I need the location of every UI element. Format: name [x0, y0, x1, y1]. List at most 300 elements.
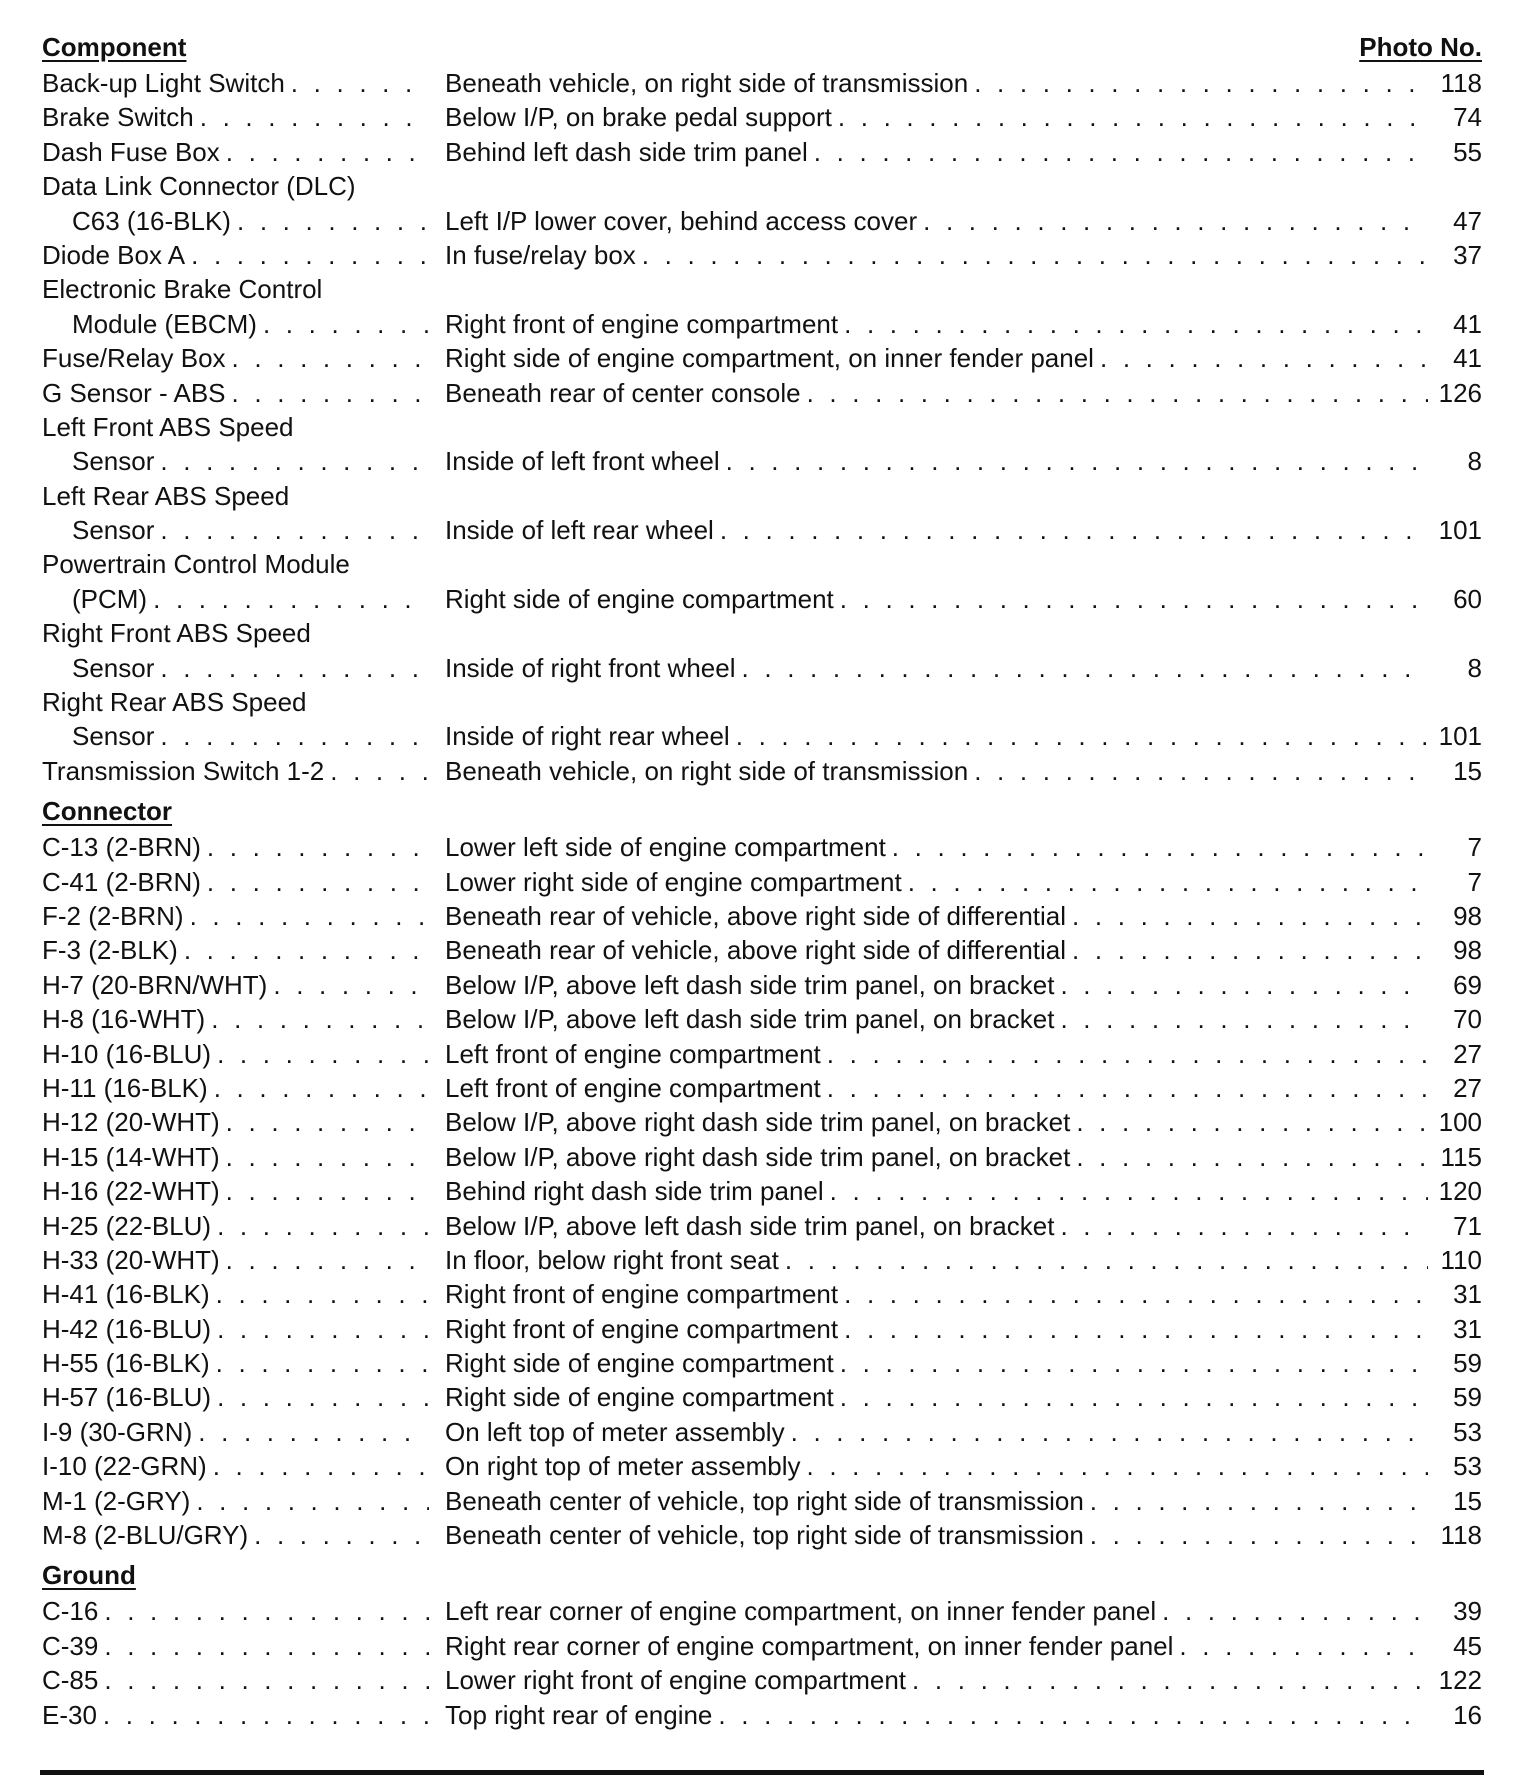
dot-leader [98, 1594, 429, 1628]
component-name: H-12 (20-WHT) [42, 1107, 220, 1138]
component-cell [42, 66, 429, 100]
location-text: Behind left dash side trim panel [445, 136, 808, 167]
dot-leader [1066, 899, 1428, 933]
bottom-rule [40, 1770, 1484, 1775]
location-text: Right side of engine compartment [445, 1348, 834, 1379]
table-row [42, 651, 1482, 685]
photo-number: 7 [1467, 832, 1482, 863]
photo-number: 16 [1453, 1699, 1482, 1730]
dot-leader [779, 1243, 1428, 1277]
location-text: Beneath center of vehicle, top right side of transmission [445, 1520, 1084, 1551]
table-row [42, 1518, 1482, 1552]
table-row [42, 307, 1482, 341]
dot-leader [210, 1346, 429, 1380]
photo-number: 118 [1440, 68, 1482, 98]
location-cell [445, 1629, 1428, 1663]
dot-leader [838, 1312, 1428, 1346]
component-cell [42, 1698, 429, 1732]
location-cell [445, 1105, 1428, 1139]
dot-leader [1084, 1518, 1428, 1552]
location-cell [445, 1518, 1428, 1552]
component-name: C-16 [42, 1596, 99, 1627]
location-text: In floor, below right front seat [445, 1244, 779, 1275]
photo-number: 60 [1453, 583, 1482, 614]
photo-number: 122 [1438, 1665, 1482, 1696]
dot-leader [824, 1174, 1428, 1208]
component-cell [42, 1594, 429, 1628]
dot-leader [220, 1105, 429, 1139]
table-body [42, 66, 1482, 1732]
table-row [42, 376, 1482, 410]
component-cell [42, 651, 429, 685]
component-name: (PCM) [72, 583, 148, 614]
dot-leader [838, 1277, 1428, 1311]
dot-leader [201, 830, 429, 864]
component-name: H-57 (16-BLU) [42, 1382, 212, 1413]
table-row [42, 1449, 1482, 1483]
location-cell [445, 651, 1428, 685]
dot-leader [194, 100, 429, 134]
dot-leader [1094, 341, 1428, 375]
dot-leader [1070, 1105, 1428, 1139]
dot-leader [736, 651, 1429, 685]
photo-number: 100 [1438, 1107, 1482, 1138]
photo-number: 39 [1453, 1596, 1482, 1627]
component-name: H-55 (16-BLK) [42, 1348, 210, 1379]
table-row [42, 1209, 1482, 1243]
table-row [42, 204, 1482, 238]
component-name: Sensor [72, 652, 155, 683]
location-cell [445, 513, 1428, 547]
dot-leader [154, 719, 429, 753]
component-cell [42, 307, 429, 341]
location-text: Lower right side of engine compartment [445, 866, 902, 897]
photo-number: 27 [1453, 1072, 1482, 1103]
component-cell [42, 1105, 429, 1139]
component-name: Module (EBCM) [72, 308, 257, 339]
dot-leader [154, 444, 429, 478]
dot-leader [220, 1174, 429, 1208]
table-row [42, 1698, 1482, 1732]
table-row [42, 238, 1482, 272]
location-text: On left top of meter assembly [445, 1416, 785, 1447]
location-text: Left I/P lower cover, behind access cover [445, 205, 918, 236]
dot-leader [190, 1484, 429, 1518]
table-row [42, 66, 1482, 100]
component-location-table [42, 22, 1482, 1732]
table-row [42, 1594, 1482, 1628]
photo-number: 98 [1453, 900, 1482, 931]
component-name: C63 (16-BLK) [72, 205, 231, 236]
photo-number: 15 [1453, 1485, 1482, 1516]
table-header [42, 22, 1482, 64]
location-text: Inside of left rear wheel [445, 515, 714, 546]
dot-leader [257, 307, 429, 341]
location-cell [445, 1312, 1428, 1346]
component-name: E-30 [42, 1699, 97, 1730]
dot-leader [906, 1663, 1428, 1697]
component-name: H-11 (16-BLK) [42, 1072, 208, 1103]
dot-leader [834, 1380, 1428, 1414]
component-cell [42, 1243, 429, 1277]
location-cell [445, 899, 1428, 933]
dot-leader [154, 651, 429, 685]
component-cell [42, 341, 429, 375]
dot-leader [226, 376, 429, 410]
photo-number: 126 [1438, 377, 1482, 408]
location-text: Below I/P, on brake pedal support [445, 102, 832, 133]
component-name: Brake Switch [42, 102, 194, 133]
location-text: Beneath rear of vehicle, above right side of differential [445, 900, 1067, 931]
dot-leader [324, 754, 429, 788]
location-cell [445, 865, 1428, 899]
component-name: Fuse/Relay Box [42, 343, 226, 374]
photo-number: 120 [1438, 1176, 1482, 1207]
component-name: Transmission Switch 1-2 [42, 755, 325, 786]
location-cell [445, 66, 1428, 100]
table-row [42, 1002, 1482, 1036]
photo-number: 69 [1453, 969, 1482, 1000]
location-cell [445, 1663, 1428, 1697]
dot-leader [636, 238, 1428, 272]
component-name-line: Powertrain Control Module [42, 549, 350, 580]
location-cell [445, 1209, 1428, 1243]
component-cell [42, 135, 429, 169]
table-row [42, 1312, 1482, 1346]
location-text: Right side of engine compartment [445, 1382, 834, 1413]
dot-leader [154, 513, 429, 547]
location-cell [445, 1037, 1428, 1071]
photo-number: 71 [1453, 1210, 1482, 1241]
component-cell [42, 865, 429, 899]
photo-number: 70 [1453, 1004, 1482, 1035]
location-text: Lower right front of engine compartment [445, 1665, 907, 1696]
component-name: H-42 (16-BLU) [42, 1313, 212, 1344]
component-cell [42, 1380, 429, 1414]
location-cell [445, 1380, 1428, 1414]
photo-number: 98 [1453, 935, 1482, 966]
table-row [42, 968, 1482, 1002]
dot-leader [834, 582, 1428, 616]
dot-leader [97, 1698, 429, 1732]
dot-leader [1054, 968, 1428, 1002]
component-name: H-7 (20-BRN/WHT) [42, 969, 268, 1000]
component-cell [42, 444, 429, 478]
component-name: M-8 (2-BLU/GRY) [42, 1520, 249, 1551]
location-text: Right side of engine compartment, on inner fender panel [445, 343, 1094, 374]
dot-leader [968, 754, 1428, 788]
dot-leader [785, 1415, 1428, 1449]
dot-leader [185, 238, 429, 272]
table-row [42, 1174, 1482, 1208]
location-text: Beneath rear of center console [445, 377, 801, 408]
photo-number: 55 [1453, 136, 1482, 167]
dot-leader [226, 341, 429, 375]
dot-leader [834, 1346, 1428, 1380]
dot-leader [184, 899, 429, 933]
photo-number: 7 [1467, 866, 1482, 897]
dot-leader [838, 307, 1428, 341]
dot-leader [808, 135, 1428, 169]
section-heading: Connector [42, 796, 172, 827]
component-cell [42, 238, 429, 272]
component-name-line: Right Front ABS Speed [42, 618, 311, 649]
table-row [42, 1346, 1482, 1380]
dot-leader [714, 513, 1428, 547]
component-cell [42, 1002, 429, 1036]
table-row [42, 865, 1482, 899]
dot-leader [267, 968, 429, 1002]
dot-leader [220, 135, 429, 169]
location-cell [445, 933, 1428, 967]
location-text: Right front of engine compartment [445, 308, 839, 339]
location-cell [445, 1002, 1428, 1036]
component-name: H-10 (16-BLU) [42, 1038, 212, 1069]
table-row [42, 1243, 1482, 1277]
location-text: On right top of meter assembly [445, 1451, 801, 1482]
component-cell [42, 1071, 429, 1105]
component-cell [42, 754, 429, 788]
photo-number: 41 [1453, 308, 1482, 339]
location-text: Right rear corner of engine compartment, on inner fender panel [445, 1630, 1174, 1661]
location-text: Beneath vehicle, on right side of transmission [445, 755, 969, 786]
dot-leader [210, 1277, 429, 1311]
dot-leader [207, 1449, 429, 1483]
photo-number: 53 [1453, 1416, 1482, 1447]
component-name: H-8 (16-WHT) [42, 1004, 206, 1035]
dot-leader [208, 1071, 429, 1105]
dot-leader [917, 204, 1428, 238]
photo-number: 31 [1453, 1313, 1482, 1344]
location-text: Beneath vehicle, on right side of transmission [445, 68, 969, 98]
component-cell [42, 1346, 429, 1380]
photo-number: 27 [1453, 1038, 1482, 1069]
photo-number: 45 [1453, 1630, 1482, 1661]
component-cell [42, 376, 429, 410]
component-cell [42, 719, 429, 753]
dot-leader [712, 1698, 1428, 1732]
location-text: Left front of engine compartment [445, 1038, 821, 1069]
component-cell [42, 1140, 429, 1174]
dot-leader [192, 1415, 429, 1449]
dot-leader [720, 444, 1428, 478]
component-name: C-39 [42, 1630, 99, 1661]
dot-leader [220, 1243, 429, 1277]
component-cell [42, 933, 429, 967]
dot-leader [730, 719, 1428, 753]
component-name: H-33 (20-WHT) [42, 1244, 220, 1275]
location-cell [445, 1071, 1428, 1105]
location-text: Lower left side of engine compartment [445, 832, 886, 863]
location-cell [445, 830, 1428, 864]
component-cell [42, 1484, 429, 1518]
location-cell [445, 1484, 1428, 1518]
table-row [42, 1277, 1482, 1311]
dot-leader [1054, 1002, 1428, 1036]
component-cell [42, 1415, 429, 1449]
location-text: Below I/P, above right dash side trim panel, on bracket [445, 1141, 1071, 1172]
location-text: Below I/P, above left dash side trim panel, on bracket [445, 1210, 1055, 1241]
location-text: Top right rear of engine [445, 1699, 713, 1730]
location-cell [445, 1415, 1428, 1449]
photo-number: 41 [1453, 343, 1482, 374]
component-name: C-13 (2-BRN) [42, 832, 201, 863]
table-row [42, 1380, 1482, 1414]
location-text: Inside of left front wheel [445, 446, 720, 477]
location-cell [445, 341, 1428, 375]
component-cell [42, 513, 429, 547]
table-row [42, 830, 1482, 864]
table-row [42, 899, 1482, 933]
component-name: Sensor [72, 446, 155, 477]
photo-number: 118 [1440, 1520, 1482, 1551]
component-cell [42, 1312, 429, 1346]
component-cell [42, 899, 429, 933]
component-name: Diode Box A [42, 239, 186, 270]
dot-leader [147, 582, 429, 616]
dot-leader [832, 100, 1428, 134]
location-cell [445, 1594, 1428, 1628]
location-text: Below I/P, above left dash side trim panel, on bracket [445, 1004, 1055, 1035]
table-row [42, 1071, 1482, 1105]
component-cell [42, 582, 429, 616]
section-heading: Ground [42, 1560, 136, 1591]
dot-leader [98, 1663, 429, 1697]
dot-leader [801, 376, 1428, 410]
dot-leader [201, 865, 429, 899]
photo-number: 110 [1440, 1244, 1482, 1275]
location-text: Inside of right front wheel [445, 652, 736, 683]
dot-leader [211, 1037, 429, 1071]
photo-number: 15 [1453, 755, 1482, 786]
dot-leader [220, 1140, 429, 1174]
table-row [42, 444, 1482, 478]
table-row [42, 1037, 1482, 1071]
location-cell [445, 754, 1428, 788]
component-name-line: Right Rear ABS Speed [42, 687, 307, 718]
component-name: Back-up Light Switch [42, 68, 285, 98]
dot-leader [1156, 1594, 1428, 1628]
component-cell [42, 1209, 429, 1243]
dot-leader [98, 1629, 429, 1663]
location-cell [445, 1243, 1428, 1277]
table-row [42, 1415, 1482, 1449]
location-text: In fuse/relay box [445, 239, 636, 270]
component-cell [42, 204, 429, 238]
component-name-line: Electronic Brake Control [42, 274, 323, 305]
location-cell [445, 1698, 1428, 1732]
component-name: H-15 (14-WHT) [42, 1141, 220, 1172]
location-cell [445, 582, 1428, 616]
location-cell [445, 1140, 1428, 1174]
table-row [42, 341, 1482, 375]
dot-leader [211, 1380, 429, 1414]
dot-leader [248, 1518, 429, 1552]
location-cell [445, 135, 1428, 169]
photo-number: 59 [1453, 1382, 1482, 1413]
photo-number-column-header: Photo No. [1359, 31, 1482, 62]
location-cell [445, 968, 1428, 1002]
table-row [42, 100, 1482, 134]
table-row [42, 1663, 1482, 1697]
photo-number: 47 [1453, 205, 1482, 236]
location-cell [445, 204, 1428, 238]
component-cell [42, 1174, 429, 1208]
component-name: I-10 (22-GRN) [42, 1451, 207, 1482]
component-name: G Sensor - ABS [42, 377, 226, 408]
dot-leader [211, 1312, 429, 1346]
dot-leader [821, 1037, 1428, 1071]
component-column-header: Component [42, 31, 187, 62]
photo-number: 8 [1467, 652, 1482, 683]
component-cell [42, 968, 429, 1002]
table-row [42, 933, 1482, 967]
component-name: F-3 (2-BLK) [42, 935, 178, 966]
location-cell [445, 307, 1428, 341]
component-name: C-41 (2-BRN) [42, 866, 201, 897]
dot-leader [821, 1071, 1428, 1105]
component-name: Sensor [72, 721, 155, 752]
table-row [42, 1140, 1482, 1174]
dot-leader [285, 66, 429, 100]
table-row [42, 582, 1482, 616]
component-name: M-1 (2-GRY) [42, 1485, 191, 1516]
dot-leader [205, 1002, 429, 1036]
location-text: Left rear corner of engine compartment, on inner fender panel [445, 1596, 1157, 1627]
location-text: Below I/P, above right dash side trim panel, on bracket [445, 1107, 1071, 1138]
photo-number: 74 [1453, 102, 1482, 133]
component-name: F-2 (2-BRN) [42, 900, 184, 931]
component-name: H-16 (22-WHT) [42, 1176, 220, 1207]
component-cell [42, 1663, 429, 1697]
table-row [42, 719, 1482, 753]
table-row [42, 1629, 1482, 1663]
location-cell [445, 376, 1428, 410]
location-text: Right front of engine compartment [445, 1279, 839, 1310]
dot-leader [968, 66, 1428, 100]
location-text: Inside of right rear wheel [445, 721, 730, 752]
table-row [42, 513, 1482, 547]
location-text: Right front of engine compartment [445, 1313, 839, 1344]
dot-leader [1173, 1629, 1428, 1663]
component-name-line: Data Link Connector (DLC) [42, 171, 356, 202]
dot-leader [1084, 1484, 1428, 1518]
location-cell [445, 719, 1428, 753]
photo-number: 101 [1438, 721, 1482, 752]
dot-leader [211, 1209, 429, 1243]
location-text: Right side of engine compartment [445, 583, 834, 614]
component-name: I-9 (30-GRN) [42, 1416, 193, 1447]
component-name: Sensor [72, 515, 155, 546]
photo-number: 59 [1453, 1348, 1482, 1379]
location-text: Beneath rear of vehicle, above right side of differential [445, 935, 1067, 966]
dot-leader [886, 830, 1428, 864]
photo-number: 37 [1453, 239, 1482, 270]
location-cell [445, 238, 1428, 272]
component-name: Dash Fuse Box [42, 136, 220, 167]
component-cell [42, 100, 429, 134]
component-cell [42, 1449, 429, 1483]
photo-number: 31 [1453, 1279, 1482, 1310]
location-cell [445, 1449, 1428, 1483]
photo-number: 8 [1467, 446, 1482, 477]
photo-number: 53 [1453, 1451, 1482, 1482]
table-row [42, 1105, 1482, 1139]
component-name: H-25 (22-BLU) [42, 1210, 212, 1241]
dot-leader [902, 865, 1428, 899]
location-text: Behind right dash side trim panel [445, 1176, 824, 1207]
dot-leader [800, 1449, 1428, 1483]
